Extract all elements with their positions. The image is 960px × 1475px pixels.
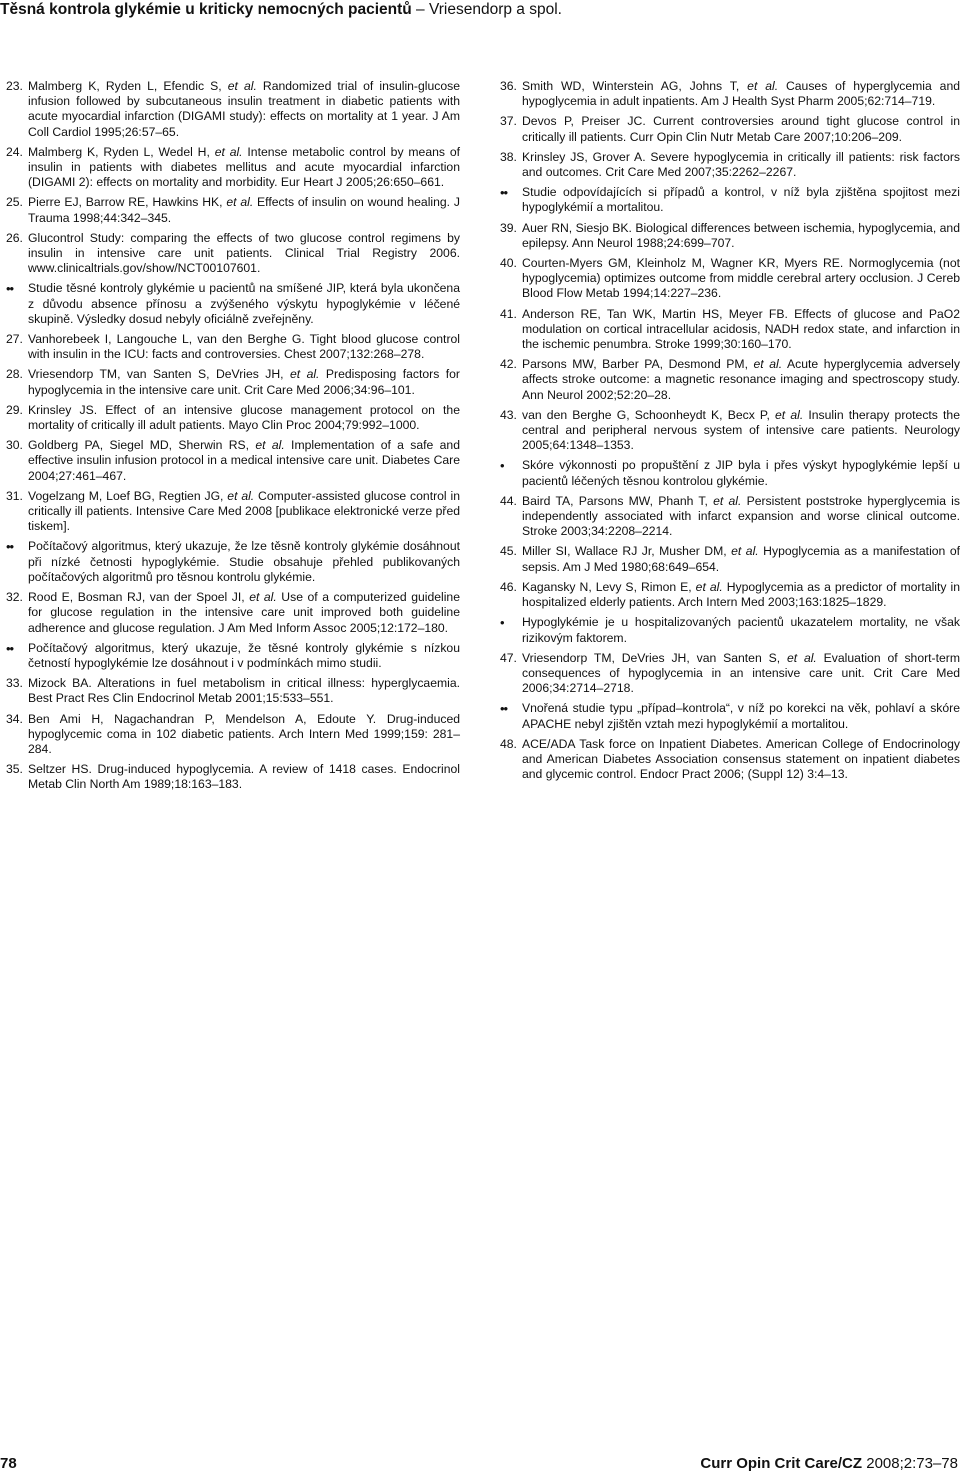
reference-etal: et al.	[731, 544, 759, 559]
reference-entry	[500, 544, 960, 574]
reference-text: ACE/ADA Task force on Inpatient Diabetes. American College of Endocrinology and American Diabetes Association consensus statement on inpatient diabetes and glycemic control. Endocr Pract 2006; (Suppl 12) 3:4–13.	[522, 736, 960, 782]
reference-number: 34.	[6, 711, 23, 726]
reference-entry	[500, 357, 960, 403]
reference-text: Parsons MW, Barber PA, Desmond PM,	[522, 357, 754, 372]
reference-text: Persistent poststroke hyperglycemia is independently associated with infarct expansion and worse clinical outcome. Stroke 2003;34:2208–2214.	[522, 493, 960, 539]
reference-entry	[500, 256, 960, 302]
reference-number: 42.	[500, 357, 517, 372]
reference-number: 28.	[6, 367, 23, 382]
reference-entry	[500, 79, 960, 109]
reference-text: Hypoglykémie je u hospitalizovaných pacientů ukazatelem mortality, ne však rizikovým faktorem.	[522, 615, 960, 645]
reference-text: Rood E, Bosman RJ, van der Spoel JI,	[28, 590, 250, 605]
reference-etal: et al.	[786, 650, 817, 665]
reference-text: Seltzer HS. Drug-induced hypoglycemia. A review of 1418 cases. Endocrinol Metab Clin North Am 1989;18:163–183.	[28, 762, 460, 792]
reference-etal: et al.	[289, 367, 320, 382]
reference-number: 44.	[500, 493, 517, 508]
reference-number: 24.	[6, 144, 23, 159]
reference-number: 43.	[500, 407, 517, 422]
reference-entry	[500, 114, 960, 144]
reference-text: Miller SI, Wallace RJ Jr, Musher DM,	[522, 544, 732, 559]
reference-text: Krinsley JS, Grover A. Severe hypoglycemia in critically ill patients: risk factors and outcomes. Crit Care Med 2007;35:2262–2267.	[522, 149, 960, 180]
reference-text: Implementation of a safe and effective insulin infusion protocol in a medical intensive care unit. Diabetes Care 2004;27:461–467.	[28, 438, 460, 483]
reference-text: Evaluation of short-term consequences of hypoglycemia in an intensive care unit. Crit Care Med 2006;34:2714–2718.	[522, 650, 960, 696]
reference-text: Ben Ami H, Nagachandran P, Mendelson A, Edoute Y. Drug-induced hypoglycemic coma in 102 diabetic patients. Arch Intern Med 1999;159: 281–284.	[28, 711, 460, 756]
reference-number: 25.	[6, 195, 23, 210]
reference-text: Randomized trial of insulin-glucose infusion followed by subcutaneous insulin treatment in diabetic patients with acute myocardial infarction (DIGAMI study): effects on mortality at 1 year. J Am Coll Cardiol 1995;26:57–65.	[28, 79, 460, 139]
page-number: 78	[0, 1455, 17, 1472]
reference-annotation	[6, 539, 460, 585]
reference-entry	[500, 737, 960, 783]
annotation-bullet: ••	[6, 640, 14, 656]
reference-text: Malmberg K, Ryden L, Wedel H,	[28, 144, 215, 159]
reference-text: Kagansky N, Levy S, Rimon E,	[522, 579, 696, 594]
reference-entry	[500, 408, 960, 454]
reference-entry	[6, 367, 460, 397]
reference-number: 23.	[6, 79, 23, 93]
reference-entry	[6, 403, 460, 433]
reference-etal: et al.	[249, 590, 277, 605]
reference-text: Počítačový algoritmus, který ukazuje, že lze těsně kontroly glykémie dosáhnout při nízké četnosti hypoglykémie. Studie obsahuje přehled publikovaných počítačových algoritmů pro těsnou kontrolu glykémie.	[28, 539, 460, 584]
reference-text: van den Berghe G, Schoonheydt K, Becx P,	[522, 407, 776, 422]
reference-entry	[6, 489, 460, 535]
header-separator: –	[411, 1, 429, 18]
annotation-bullet: ••	[500, 701, 508, 717]
reference-text: Pierre EJ, Barrow RE, Hawkins HK,	[28, 195, 227, 210]
references-right-column	[500, 79, 960, 787]
reference-text: Acute hyperglycemia adversely affects stroke outcome: a magnetic resonance imaging and spectroscopy study. Ann Neurol 2002;52:20–28.	[522, 357, 960, 402]
reference-entry	[6, 590, 460, 636]
reference-text: Predisposing factors for hypoglycemia in the intensive care unit. Crit Care Med 2006;34:96–101.	[28, 367, 460, 397]
reference-text: Causes of hyperglycemia and hypoglycemia in adult inpatients. Am J Health Syst Pharm 2005;62:714–719.	[522, 79, 960, 109]
reference-etal: et al.	[214, 144, 243, 159]
reference-annotation	[500, 458, 960, 488]
reference-annotation	[500, 615, 960, 645]
reference-entry	[500, 307, 960, 353]
reference-number: 36.	[500, 79, 517, 93]
annotation-bullet: •	[500, 458, 504, 474]
annotation-bullet: ••	[6, 281, 14, 297]
reference-text: Hypoglycemia as a predictor of mortality in hospitalized elderly patients. Arch Intern Med 2003;163:1825–1829.	[522, 579, 960, 610]
reference-text: Vogelzang M, Loef BG, Regtien JG,	[28, 488, 228, 503]
reference-etal: et al.	[753, 357, 783, 372]
reference-text: Malmberg K, Ryden L, Efendic S,	[28, 79, 228, 93]
reference-text: Vriesendorp TM, van Santen S, DeVries JH,	[28, 367, 290, 382]
reference-text: Studie těsné kontroly glykémie u pacientů na smíšené JIP, která byla ukončena z důvodu absence přínosu a zvýšeného výskytu hypoglykémie v léčené skupině. Výsledky dosud nebyly oficiálně zveřejněny.	[28, 281, 460, 326]
reference-number: 48.	[500, 736, 517, 751]
reference-entry	[6, 762, 460, 792]
running-header	[0, 0, 960, 20]
reference-text: Devos P, Preiser JC. Current controversies around tight glucose control in critically ill patients. Curr Opin Clin Nutr Metab Care 2007;10:206–209.	[522, 114, 960, 144]
reference-entry	[6, 332, 460, 362]
reference-text: Intense metabolic control by means of insulin in patients with diabetes mellitus and acute myocardial infarction (DIGAMI 2): effects on mortality and morbidity. Eur Heart J 2005;26:650–661.	[28, 144, 460, 190]
reference-number: 26.	[6, 230, 23, 245]
reference-annotation	[500, 701, 960, 731]
reference-text: Courten-Myers GM, Kleinholz M, Wagner KR, Myers RE. Normoglycemia (not hypoglycemia) optimizes outcome from middle cerebral artery occlusion. J Cereb Blood Flow Metab 1994;14:227–236.	[522, 256, 960, 301]
reference-text: Baird TA, Parsons MW, Phanh T,	[522, 493, 714, 508]
article-title: Těsná kontrola glykémie u kriticky nemocných pacientů	[0, 1, 412, 18]
journal-citation: 2008;2:73–78	[862, 1455, 958, 1472]
header-authors: Vriesendorp a spol.	[428, 1, 562, 18]
reference-entry	[6, 231, 460, 277]
reference-number: 39.	[500, 220, 517, 235]
reference-text: Vanhorebeek I, Langouche L, van den Berghe G. Tight blood glucose control with insulin in the ICU: facts and controversies. Chest 2007;132:268–278.	[28, 332, 460, 362]
journal-footer	[700, 1455, 958, 1472]
reference-text: Hypoglycemia as a manifestation of sepsis. Am J Med 1980;68:649–654.	[522, 544, 960, 574]
reference-number: 41.	[500, 306, 517, 321]
reference-annotation	[500, 185, 960, 215]
reference-entry	[500, 221, 960, 251]
reference-number: 33.	[6, 676, 23, 691]
reference-text: Studie odpovídajících si případů a kontrol, v níž byla zjištěna spojitost mezi hypoglykémií a mortalitou.	[522, 185, 960, 215]
annotation-bullet: •	[500, 615, 504, 631]
reference-number: 38.	[500, 149, 517, 164]
reference-number: 31.	[6, 488, 23, 503]
reference-text: Smith WD, Winterstein AG, Johns T,	[522, 79, 748, 93]
reference-text: Auer RN, Siesjo BK. Biological differences between ischemia, hypoglycemia, and epilepsy. Ann Neurol 1988;24:699–707.	[522, 220, 960, 250]
reference-number: 45.	[500, 544, 517, 559]
reference-etal: et al.	[227, 488, 255, 503]
reference-entry	[500, 494, 960, 540]
reference-text: Use of a computerized guideline for glucose regulation in the intensive care unit improved both guideline adherence and glucose regulation. J Am Med Inform Assoc 2005;12:172–180.	[28, 590, 460, 635]
reference-text: Computer-assisted glucose control in critically ill patients. Intensive Care Med 2008 [publikace elektronické verze před tiskem].	[28, 488, 460, 534]
reference-number: 47.	[500, 650, 517, 665]
reference-number: 27.	[6, 332, 23, 347]
reference-number: 30.	[6, 438, 23, 453]
reference-number: 40.	[500, 256, 517, 271]
reference-text: Goldberg PA, Siegel MD, Sherwin RS,	[28, 438, 256, 453]
reference-text: Vnořená studie typu „případ–kontrola“, v níž po korekci na věk, pohlaví a skóre APACHE nebyl zjištěn vztah mezi hypoglykémií a mortalitou.	[522, 701, 960, 731]
reference-etal: et al.	[713, 493, 742, 508]
reference-entry	[6, 438, 460, 484]
reference-etal: et al.	[747, 79, 779, 93]
reference-number: 46.	[500, 579, 517, 594]
reference-entry	[6, 712, 460, 758]
reference-text: Effects of insulin on wound healing. J Trauma 1998;44:342–345.	[28, 195, 460, 225]
reference-text: Krinsley JS. Effect of an intensive glucose management protocol on the mortality of critically ill adult patients. Mayo Clin Proc 2004;79:992–1000.	[28, 402, 460, 433]
reference-etal: et al.	[227, 79, 257, 93]
reference-number: 35.	[6, 762, 23, 777]
references-left-column	[6, 79, 460, 798]
annotation-bullet: ••	[6, 539, 14, 555]
reference-etal: et al.	[255, 438, 285, 453]
annotation-bullet: ••	[500, 185, 508, 201]
reference-entry	[6, 195, 460, 225]
reference-text: Glucontrol Study: comparing the effects of two glucose control regimens by insulin in intensive care unit patients. Clinical Trial Registry 2006. www.clinicaltrials.gov/show/NCT00107601.	[28, 230, 460, 276]
reference-entry	[500, 651, 960, 697]
reference-text: Vriesendorp TM, DeVries JH, van Santen S,	[522, 650, 787, 665]
reference-entry	[500, 580, 960, 610]
reference-etal: et al.	[695, 579, 723, 594]
reference-entry	[500, 150, 960, 180]
reference-annotation	[6, 281, 460, 327]
reference-entry	[6, 145, 460, 191]
reference-number: 29.	[6, 402, 23, 417]
reference-number: 37.	[500, 114, 517, 129]
reference-text: Skóre výkonnosti po propuštění z JIP byla i přes výskyt hypoglykémie lepší u pacientů léčených těsnou kontrolou glykémie.	[522, 458, 960, 488]
reference-etal: et al.	[226, 195, 254, 210]
reference-annotation	[6, 641, 460, 671]
reference-number: 32.	[6, 590, 23, 605]
reference-etal: et al.	[775, 407, 804, 422]
reference-text: Počítačový algoritmus, který ukazuje, že těsné kontroly glykémie s nízkou četností hypoglykémie lze dosáhnout i v podmínkách mimo studii.	[28, 640, 460, 670]
journal-name: Curr Opin Crit Care/CZ	[700, 1455, 863, 1472]
reference-text: Insulin therapy protects the central and peripheral nervous system of intensive care patients. Neurology 2005;64:1348–1353.	[522, 407, 960, 453]
reference-text: Mizock BA. Alterations in fuel metabolism in critical illness: hyperglycaemia. Best Pract Res Clin Endocrinol Metab 2001;15:533–551.	[28, 676, 460, 706]
reference-text: Anderson RE, Tan WK, Martin HS, Meyer FB. Effects of glucose and PaO2 modulation on cortical intracellular acidosis, NADH redox state, and infarction in the ischemic penumbra. Stroke 1999;30:160–170.	[522, 306, 960, 352]
reference-entry	[6, 676, 460, 706]
reference-entry	[6, 79, 460, 140]
